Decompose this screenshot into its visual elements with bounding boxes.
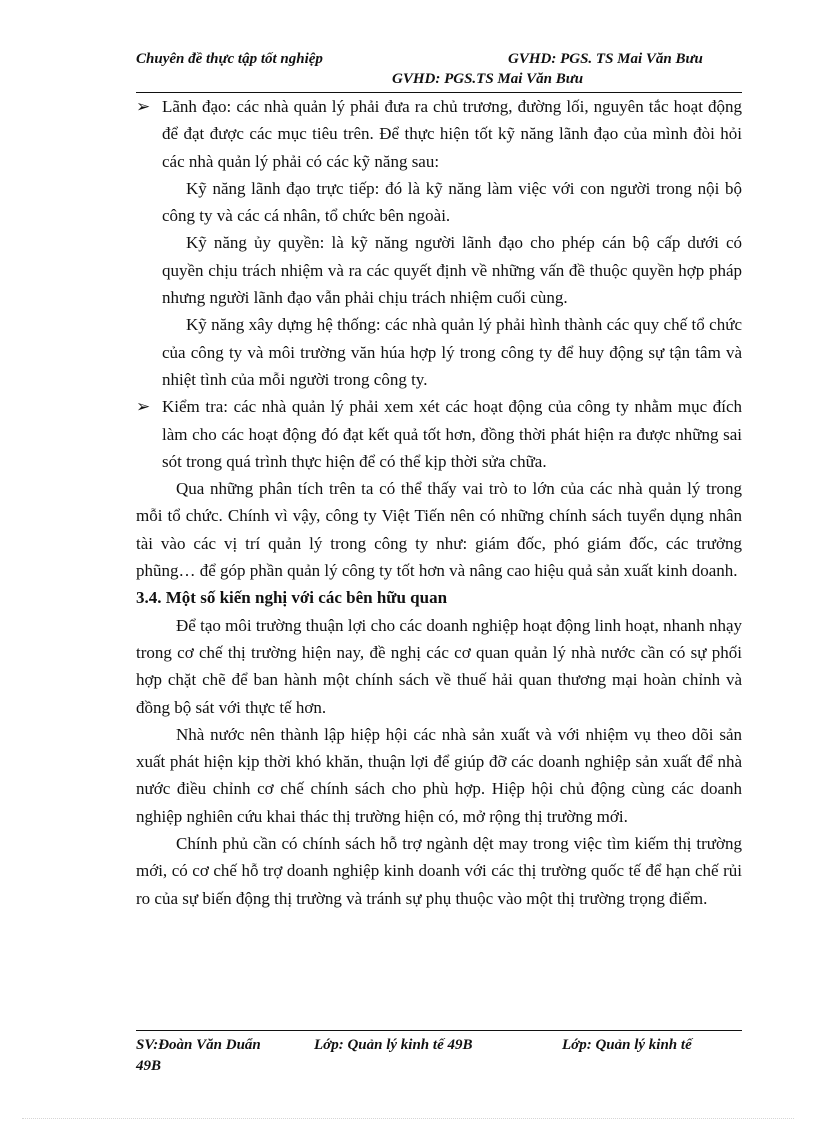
- arrow-bullet-icon: ➢: [136, 97, 151, 116]
- footer-divider: [136, 1030, 742, 1031]
- header-supervisor: GVHD: PGS. TS Mai Văn Bưu: [508, 51, 703, 67]
- bullet-control-text: Kiểm tra: các nhà quản lý phải xem xét các hoạt động của công ty nhằm mục đích làm cho các hoạt động đó đạt kết quả tốt hơn, đồng thời phát hiện ra được những sai sót trong quá trình thực hiện để có thể kịp thời sửa chữa.: [162, 397, 742, 471]
- paragraph-government: Chính phủ cần có chính sách hỗ trợ ngành dệt may trong việc tìm kiếm thị trường mới, có cơ chế hỗ trợ doanh nghiệp kinh doanh với các thị trường quốc tế để hạn chế rủi ro của sự biến động thị trường và tránh sự phụ thuộc vào một thị trường trọng điểm.: [136, 834, 742, 908]
- paragraph-environment: Để tạo môi trường thuận lợi cho các doanh nghiệp hoạt động linh hoạt, nhanh nhạy trong cơ chế thị trường hiện nay, đề nghị các cơ quan quản lý nhà nước cần có sự phối hợp chặt chẽ để ban hành một chính sách về thuế hải quan thương mại hoàn chỉnh và đồng bộ sát với thực tế hơn.: [136, 615, 742, 717]
- footer-student: SV:Đoàn Văn Duẩn: [136, 1037, 261, 1053]
- bullet-leadership: [136, 93, 742, 175]
- paragraph-association: Nhà nước nên thành lập hiệp hội các nhà sản xuất và với nhiệm vụ theo dõi sản xuất phát hiện kịp thời khó khăn, thuận lợi để giúp đỡ các doanh nghiệp sản xuất để nhà nước điều chỉnh cơ chế chính sách cho phù hợp. Hiệp hội chủ động cùng các doanh nghiệp nghiên cứu khai thác thị trường hiện có, mở rộng thị trường mới.: [136, 724, 742, 826]
- section-heading-3-4: 3.4. Một số kiến nghị với các bên hữu quan: [136, 588, 448, 608]
- paragraph-analysis: Qua những phân tích trên ta có thể thấy vai trò to lớn của các nhà quản lý trong mỗi tổ chức. Chính vì vậy, công ty Việt Tiến nên có những chính sách tuyển dụng nhân tài vào các vị trí quản lý trong công ty như: giám đốc, phó giám đốc, các trưởng phũng… để góp phần quản lý công ty tốt hơn và nâng cao hiệu quả sản xuất kinh doanh.: [136, 479, 742, 581]
- page-bottom-edge: [22, 1118, 794, 1119]
- arrow-bullet-icon: ➢: [136, 397, 151, 417]
- footer-class-repeat-cont: 49B: [136, 1058, 162, 1074]
- bullet-leadership-text: Lãnh đạo: các nhà quản lý phải đưa ra chủ trương, đường lối, nguyên tắc hoạt động để đạt được các mục tiêu trên. Để thực hiện tốt kỹ năng lãnh đạo của mình đòi hỏi các nhà quản lý phải có các kỹ năng sau:: [162, 97, 742, 171]
- footer-class: Lớp: Quản lý kinh tế 49B: [314, 1037, 473, 1053]
- document-body: [136, 93, 742, 912]
- header-supervisor-repeat: GVHD: PGS.TS Mai Văn Bưu: [392, 71, 584, 87]
- bullet-control: [136, 393, 742, 475]
- header-title: Chuyên đề thực tập tốt nghiệp: [136, 51, 323, 67]
- skill-delegation: Kỹ năng ủy quyền: là kỹ năng người lãnh đạo cho phép cán bộ cấp dưới có quyền chịu trách nhiệm và ra các quyết định về những vấn đề thuộc quyền hợp pháp nhưng người lãnh đạo vẫn phải chịu trách nhiệm cuối cùng.: [162, 233, 742, 308]
- skill-direct-leadership: Kỹ năng lãnh đạo trực tiếp: đó là kỹ năng làm việc với con người trong nội bộ công ty và các cá nhân, tổ chức bên ngoài.: [162, 178, 742, 226]
- footer-class-repeat: Lớp: Quản lý kinh tế: [562, 1037, 692, 1053]
- skill-system-building: Kỹ năng xây dựng hệ thống: các nhà quản lý phải hình thành các quy chế tổ chức của công ty và môi trường văn húa hợp lý trong công ty để huy động sự tận tâm và nhiệt tình của mỗi người trong công ty.: [162, 315, 742, 389]
